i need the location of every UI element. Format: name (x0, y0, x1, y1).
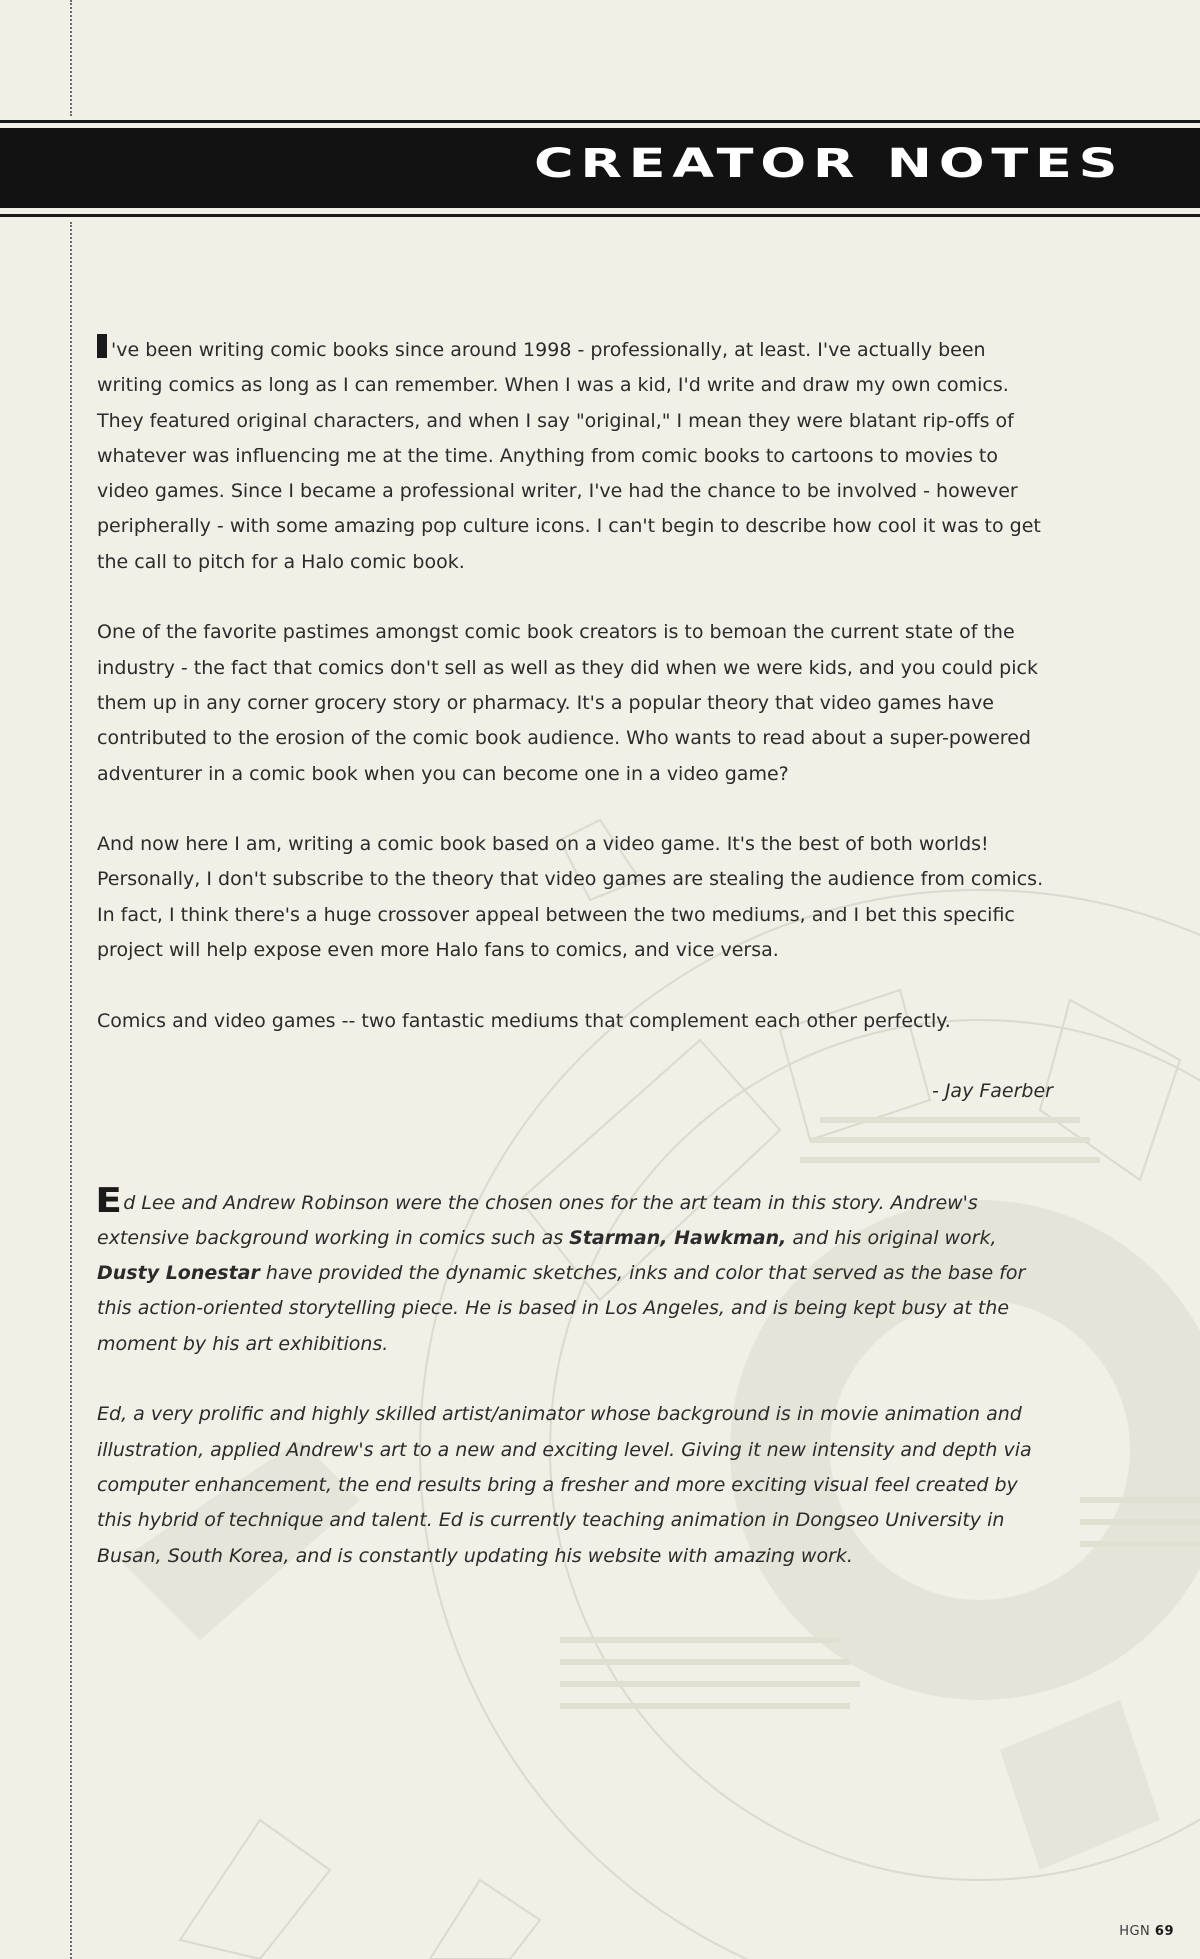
artist-paragraph-2: Ed, a very prolific and highly skilled artist/animator whose background is in movie animation and illustration, applied Andrew's art to a new and exciting level. Giving it new intensity and depth via computer enhancement, the end results bring a fresher and more exciting visual feel created by this hybrid of technique and talent. Ed is currently teaching animation in Dongseo University in Busan, South Korea, and is constantly updating his website with amazing work. (97, 1403, 1032, 1567)
header-rule-bottom (0, 214, 1200, 217)
title-starman-hawkman: Starman, Hawkman, (569, 1226, 787, 1249)
artist-paragraph-1-text-a: d Lee and Andrew Robinson were the chosen ones for the art team in this story. Andrew's extensive background working in comics such as (97, 1191, 978, 1249)
writer-paragraph-1 (97, 333, 1053, 580)
artist-paragraph-1-text-c: and his original work, (786, 1226, 997, 1249)
article-body (97, 333, 1053, 1609)
artist-paragraph-1-text-e: have provided the dynamic sketches, inks and color that served as the base for this action-oriented storytelling piece. He is based in Los Angeles, and is being kept busy at the moment by his art exhibitions. (97, 1262, 1026, 1355)
drop-cap-e: E (95, 1180, 122, 1221)
page-footer (1119, 1924, 1174, 1939)
writer-paragraph-3: And now here I am, writing a comic book based on a video game. It's the best of both worlds! Personally, I don't subscribe to the theory that video games are stealing the audience from comics. In fact, I think there's a huge crossover appeal between the two mediums, and I bet this specific project will help expose even more Halo fans to comics, and vice versa. (97, 833, 1044, 962)
writer-signature: - Jay Faerber (931, 1080, 1053, 1103)
page-title: CREATOR NOTES (533, 141, 1124, 187)
writer-paragraph-4: Comics and video games -- two fantastic mediums that complement each other perfectly. (97, 1009, 951, 1032)
title-dusty-lonestar: Dusty Lonestar (97, 1262, 260, 1285)
dotted-margin-line (70, 222, 72, 1959)
writer-paragraph-2: One of the favorite pastimes amongst comic book creators is to bemoan the current state of the industry - the fact that comics don't sell as well as they did when we were kids, and you could pick them up in any corner grocery story or pharmacy. It's a popular theory that video games have contributed to the erosion of the comic book audience. Who wants to read about a super-powered adventurer in a comic book when you can become one in a video game? (97, 621, 1038, 785)
writer-paragraph-1-text: 've been writing comic books since around 1998 - professionally, at least. I've actually been writing comics as long as I can remember. When I was a kid, I'd write and draw my own comics. They featured original characters, and when I say "original," I mean they were blatant rip-offs of whatever was influencing me at the time. Anything from comic books to cartoons to movies to video games. Since I became a professional writer, I've had the chance to be involved - however peripherally - with some amazing pop culture icons. I can't begin to describe how cool it was to get the call to pitch for a Halo comic book. (97, 339, 1041, 573)
page-number: 69 (1154, 1924, 1174, 1939)
drop-cap-i (97, 334, 107, 358)
footer-label: HGN (1119, 1924, 1151, 1939)
dotted-margin-line-top (70, 0, 72, 116)
artist-paragraph-1 (95, 1180, 1053, 1362)
header-rule-top (0, 120, 1200, 123)
header-bar (0, 128, 1200, 208)
